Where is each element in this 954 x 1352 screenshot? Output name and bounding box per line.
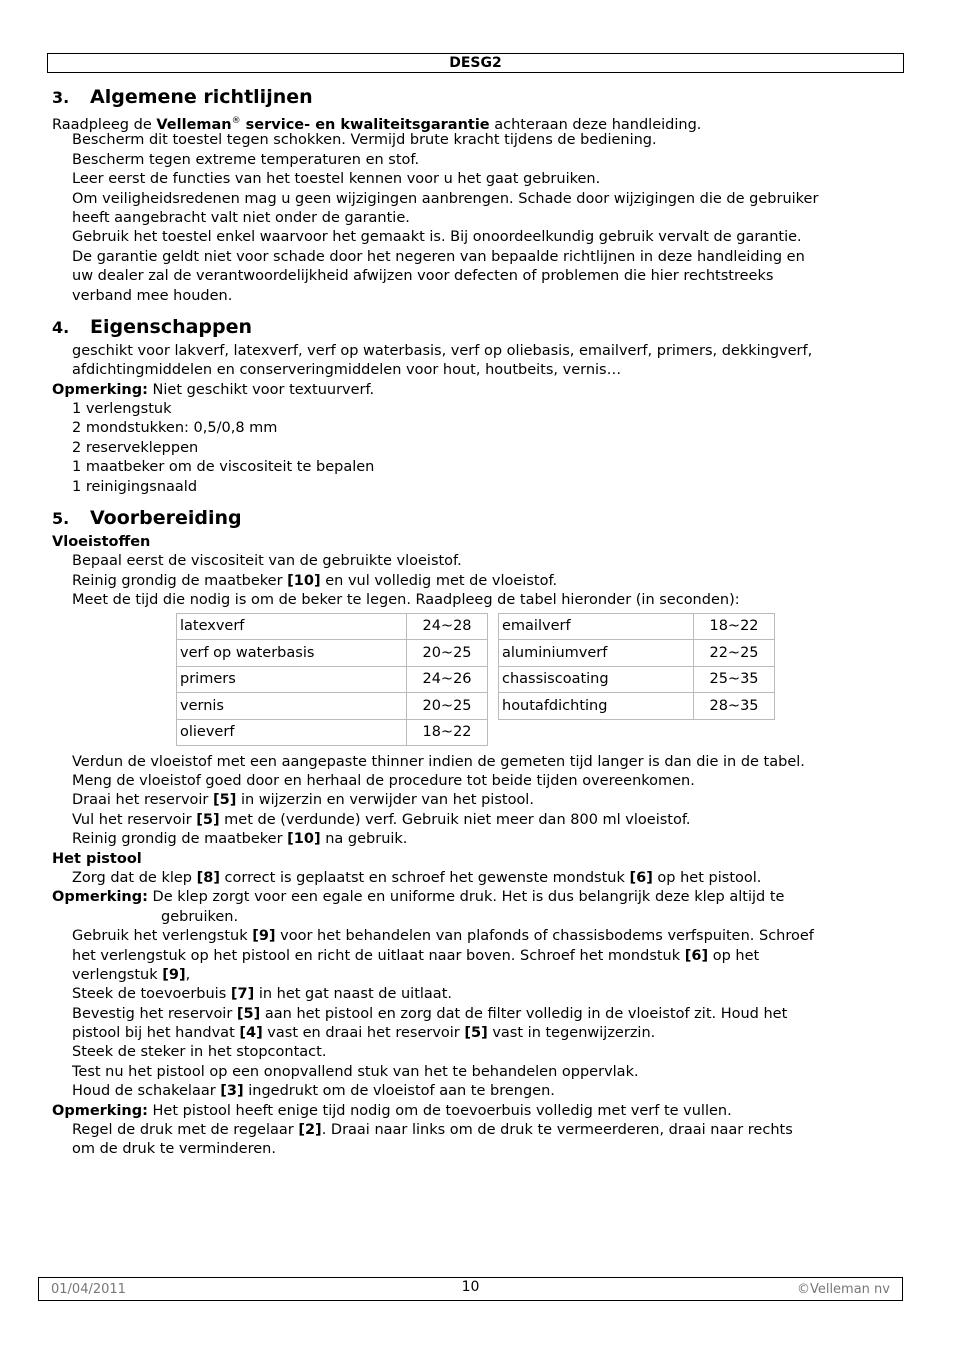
viscosity-table-right xyxy=(498,613,775,720)
table-row xyxy=(177,640,488,667)
section-5-line: Reinig grondig de maatbeker [10] na gebruik. xyxy=(72,831,408,848)
section-5-line: verlengstuk [9], xyxy=(72,966,191,983)
section-3-line: Leer eerst de functies van het toestel kennen voor u het gaat gebruiken. xyxy=(72,171,601,188)
table-cell: chassiscoating xyxy=(499,666,694,693)
table-cell: 28~35 xyxy=(694,693,775,720)
contents-item: 1 verlengstuk xyxy=(72,401,172,418)
section-5-line: het verlengstuk op het pistool en richt de uitlaat naar boven. Schroef het mondstuk [6] op het xyxy=(72,947,760,964)
section-5-line: Regel de druk met de regelaar [2]. Draai naar links om de druk te vermeerderen, draai naar rechts xyxy=(72,1122,793,1139)
page-number: 10 xyxy=(461,1279,480,1295)
section-5-line: pistool bij het handvat [4] vast en draai het reservoir [5] vast in tegenwijzerzin. xyxy=(72,1025,656,1042)
table-cell: 18~22 xyxy=(407,719,488,746)
section-3-line: verband mee houden. xyxy=(72,287,233,304)
section-3-line: Om veiligheidsredenen mag u geen wijzigingen aanbrengen. Schade door wijzigingen die de gebruiker xyxy=(72,190,819,207)
table-cell: 18~22 xyxy=(694,613,775,640)
section-3-line: heeft aangebracht valt niet onder de garantie. xyxy=(72,209,410,226)
section-5-line: Meet de tijd die nodig is om de beker te legen. Raadpleeg de tabel hieronder (in seconden): xyxy=(72,592,740,609)
section-5-line: Verdun de vloeistof met een aangepaste thinner indien de gemeten tijd langer is dan die in de tabel. xyxy=(72,753,805,770)
section-5-line: om de druk te verminderen. xyxy=(72,1141,276,1158)
section-4-line: afdichtingmiddelen en conserveringmiddelen voor hout, houtbeits, vernis… xyxy=(72,362,622,379)
table-cell: primers xyxy=(177,666,407,693)
page-header xyxy=(47,53,904,73)
table-row xyxy=(499,613,775,640)
section-5-line: Steek de toevoerbuis [7] in het gat naast de uitlaat. xyxy=(72,986,452,1003)
section-5-heading: 5. Voorbereiding xyxy=(52,507,242,530)
section-5-note: Opmerking: De klep zorgt voor een egale en uniforme druk. Het is dus belangrijk deze klep altijd te xyxy=(52,889,785,906)
viscosity-table-left xyxy=(176,613,488,747)
section-5-note-cont: gebruiken. xyxy=(161,908,239,925)
table-cell: vernis xyxy=(177,693,407,720)
page-footer xyxy=(38,1277,903,1301)
section-3-line: Bescherm tegen extreme temperaturen en stof. xyxy=(72,151,420,168)
table-cell: 24~28 xyxy=(407,613,488,640)
contents-item: 2 mondstukken: 0,5/0,8 mm xyxy=(72,420,278,437)
footer-date: 01/04/2011 xyxy=(51,1282,126,1297)
table-cell: verf op waterbasis xyxy=(177,640,407,667)
section-5-note: Opmerking: Het pistool heeft enige tijd nodig om de toevoerbuis volledig met verf te vullen. xyxy=(52,1102,732,1119)
section-5-line: Reinig grondig de maatbeker [10] en vul volledig met de vloeistof. xyxy=(72,572,558,589)
table-row xyxy=(177,719,488,746)
section-5-line: Bepaal eerst de viscositeit van de gebruikte vloeistof. xyxy=(72,553,462,570)
section-4-line: geschikt voor lakverf, latexverf, verf op waterbasis, verf op oliebasis, emailverf, primers, dekkingverf, xyxy=(72,342,813,359)
table-cell: 20~25 xyxy=(407,693,488,720)
section-5-line: Gebruik het verlengstuk [9] voor het behandelen van plafonds of chassisbodems verfspuiten. Schroef xyxy=(72,928,814,945)
table-row xyxy=(177,613,488,640)
section-5-line: Bevestig het reservoir [5] aan het pistool en zorg dat de filter volledig in de vloeistof zit. Houd het xyxy=(72,1005,788,1022)
table-cell: houtafdichting xyxy=(499,693,694,720)
table-cell: latexverf xyxy=(177,613,407,640)
viscosity-tables xyxy=(52,613,907,749)
table-cell: olieverf xyxy=(177,719,407,746)
table-cell: aluminiumverf xyxy=(499,640,694,667)
section-5-line: Steek de steker in het stopcontact. xyxy=(72,1044,327,1061)
model-number: DESG2 xyxy=(449,55,502,71)
table-cell: 20~25 xyxy=(407,640,488,667)
section-3-line: Bescherm dit toestel tegen schokken. Vermijd brute kracht tijdens de bediening. xyxy=(72,132,657,149)
section-5-line: Test nu het pistool op een onopvallend stuk van het te behandelen oppervlak. xyxy=(72,1063,639,1080)
contents-item: 1 reinigingsnaald xyxy=(72,478,198,495)
section-5-line: Vul het reservoir [5] met de (verdunde) verf. Gebruik niet meer dan 800 ml vloeistof. xyxy=(72,811,691,828)
section-3-line: De garantie geldt niet voor schade door het negeren van bepaalde richtlijnen in deze handleiding en xyxy=(72,248,805,265)
table-cell: 25~35 xyxy=(694,666,775,693)
section-5-line: Meng de vloeistof goed door en herhaal de procedure tot beide tijden overeenkomen. xyxy=(72,772,695,789)
contents-item: 2 reservekleppen xyxy=(72,439,199,456)
section-3-intro: Raadpleeg de Velleman® service- en kwaliteitsgarantie achteraan deze handleiding. xyxy=(52,116,702,133)
table-row xyxy=(499,640,775,667)
table-cell: emailverf xyxy=(499,613,694,640)
table-row xyxy=(177,693,488,720)
table-row xyxy=(499,666,775,693)
section-4-note: Opmerking: Niet geschikt voor textuurverf. xyxy=(52,381,375,398)
section-5-line: Houd de schakelaar [3] ingedrukt om de vloeistof aan te brengen. xyxy=(72,1083,555,1100)
table-row xyxy=(177,666,488,693)
section-5-line: Zorg dat de klep [8] correct is geplaatst en schroef het gewenste mondstuk [6] op het pistool. xyxy=(72,869,762,886)
section-4-heading: 4. Eigenschappen xyxy=(52,315,253,338)
table-cell: 22~25 xyxy=(694,640,775,667)
subheading-gun: Het pistool xyxy=(52,850,142,867)
subheading-liquids: Vloeistoffen xyxy=(52,534,151,551)
section-3-line: Gebruik het toestel enkel waarvoor het gemaakt is. Bij onoordeelkundig gebruik vervalt de garantie. xyxy=(72,229,802,246)
contents-item: 1 maatbeker om de viscositeit te bepalen xyxy=(72,459,375,476)
document-body xyxy=(52,82,907,1160)
footer-copyright: ©Velleman nv xyxy=(796,1282,890,1297)
table-cell: 24~26 xyxy=(407,666,488,693)
table-row xyxy=(499,693,775,720)
section-5-line: Draai het reservoir [5] in wijzerzin en verwijder van het pistool. xyxy=(72,792,534,809)
section-3-heading: 3. Algemene richtlijnen xyxy=(52,86,313,108)
section-3-line: uw dealer zal de verantwoordelijkheid afwijzen voor defecten of problemen die hier rechtstreeks xyxy=(72,268,774,285)
